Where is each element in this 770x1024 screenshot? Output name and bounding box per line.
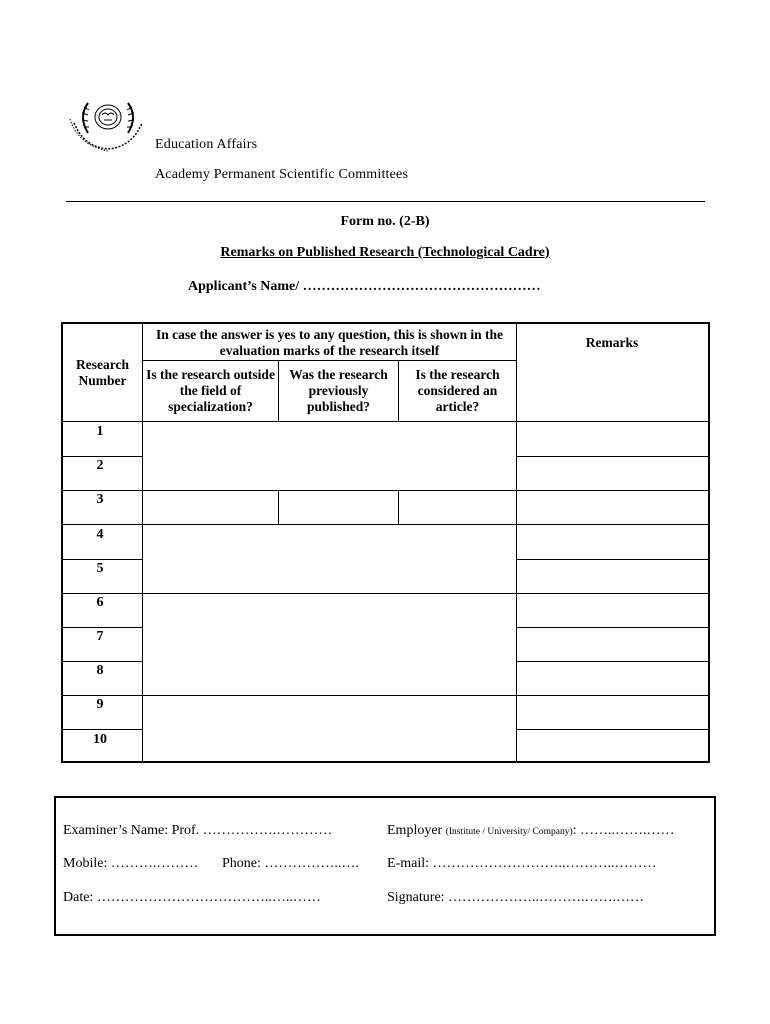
employer-label: Employer	[387, 823, 443, 838]
row-number: 5	[96, 561, 104, 576]
header-line-2: Academy Permanent Scientific Committees	[155, 167, 409, 182]
row-number: 10	[93, 732, 107, 747]
email-field[interactable]: E-mail: ………………………..………..………	[387, 856, 657, 871]
subheader-previously-published: Was the research previously published?	[289, 367, 388, 414]
signature-field[interactable]: Signature: ………………..……….…….……	[387, 890, 645, 905]
examiner-name-field[interactable]	[63, 823, 332, 839]
examiner-name-label: Examiner’s Name	[63, 823, 165, 838]
row-number: 8	[96, 663, 104, 678]
examiner-name-value: : Prof. …………….…………	[164, 823, 333, 838]
row-number: 7	[96, 629, 104, 644]
header-divider	[66, 201, 705, 202]
employer-value: : ……..…….……	[572, 823, 675, 838]
academy-emblem	[66, 93, 154, 157]
row-number: 9	[96, 697, 104, 712]
employer-field[interactable]	[387, 823, 675, 839]
form-number: Form no. (2-B)	[340, 214, 430, 229]
employer-note: (Institute / University/ Company)	[445, 827, 573, 837]
row-number: 4	[96, 527, 104, 542]
applicant-name-field[interactable]: Applicant’s Name/ ……………………………………………	[188, 279, 541, 294]
form-title: Remarks on Published Research (Technological Cadre)	[220, 245, 550, 260]
row-number: 1	[96, 424, 104, 439]
examiner-box	[54, 796, 716, 936]
remarks-header: Remarks	[585, 335, 639, 350]
header-line-1: Education Affairs	[155, 137, 258, 152]
subheader-considered-article: Is the research considered an article?	[415, 367, 500, 414]
group-header: In case the answer is yes to any question, this is shown in the evaluation marks of the research itself	[155, 327, 504, 358]
date-field[interactable]: Date: ………………………………..…..……	[63, 890, 321, 905]
mobile-field[interactable]: Mobile: ……….………	[63, 856, 199, 871]
research-table	[61, 322, 710, 763]
row-number: 2	[96, 458, 104, 473]
subheader-outside-field: Is the research outside the field of specialization?	[146, 367, 275, 414]
phone-field[interactable]: Phone: ……………..….	[222, 856, 359, 871]
research-number-header: Research Number	[76, 357, 129, 388]
row-number: 6	[96, 595, 104, 610]
row-number: 3	[96, 492, 104, 507]
